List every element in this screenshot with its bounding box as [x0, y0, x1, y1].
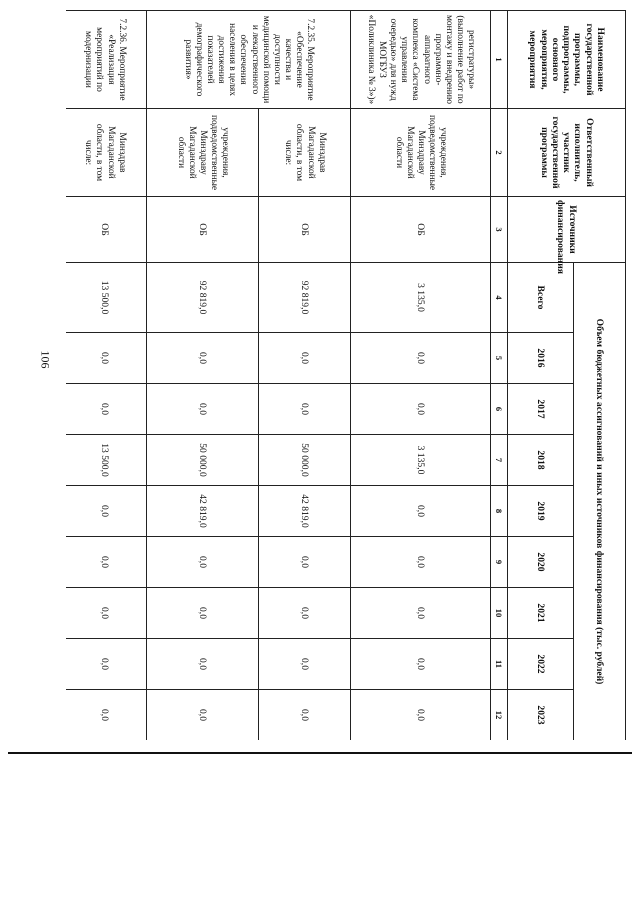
- row-name-cell: 7.2.36. Мероприятие «Реализация мероприятий по модернизации: [66, 11, 147, 109]
- header-budget-group: Объем бюджетных ассигнований и иных источников финансирования (тыс. рублей): [574, 263, 626, 741]
- column-number: 7: [491, 435, 508, 486]
- row-value-cell: 42 819,0: [147, 486, 259, 537]
- row-source-cell: ОБ: [147, 197, 259, 263]
- header-year: 2018: [508, 435, 574, 486]
- column-number: 9: [491, 537, 508, 588]
- row-value-cell: 0,0: [147, 588, 259, 639]
- row-total-cell: 13 500,0: [66, 263, 147, 333]
- header-year: 2022: [508, 639, 574, 690]
- row-value-cell: 13 500,0: [66, 435, 147, 486]
- column-number-row: [491, 11, 508, 741]
- table-row: [259, 11, 351, 741]
- column-number: 5: [491, 333, 508, 384]
- budget-table-frame: [66, 10, 626, 740]
- row-value-cell: 0,0: [66, 639, 147, 690]
- header-row-1: [574, 11, 626, 741]
- row-value-cell: 0,0: [66, 537, 147, 588]
- rotated-table-container: [66, 10, 626, 740]
- row-value-cell: 0,0: [147, 537, 259, 588]
- row-executor-cell: Минздрав Магаданской области, в том числе:: [259, 109, 351, 197]
- row-source-cell: ОБ: [66, 197, 147, 263]
- header-executor: Ответственный исполнитель, участник государственной программы: [508, 109, 626, 197]
- row-executor-cell: Минздрав Магаданской области, в том числе:: [66, 109, 147, 197]
- row-executor-cell: учреждения, подведомственные Минздраву Магаданской области: [147, 109, 259, 197]
- row-value-cell: 0,0: [147, 333, 259, 384]
- row-total-cell: 92 819,0: [147, 263, 259, 333]
- row-value-cell: 0,0: [147, 690, 259, 741]
- column-number: 2: [491, 109, 508, 197]
- column-number: 11: [491, 639, 508, 690]
- row-value-cell: 0,0: [66, 384, 147, 435]
- row-value-cell: 3 135,0: [351, 435, 491, 486]
- header-year: 2019: [508, 486, 574, 537]
- page-number: 106: [38, 350, 53, 369]
- column-number: 8: [491, 486, 508, 537]
- row-total-cell: 3 135,0: [351, 263, 491, 333]
- header-year: 2020: [508, 537, 574, 588]
- row-value-cell: 0,0: [147, 384, 259, 435]
- row-value-cell: 0,0: [259, 690, 351, 741]
- table-row: [66, 11, 147, 741]
- header-source: Источники финансирования: [508, 197, 626, 263]
- row-value-cell: 0,0: [351, 639, 491, 690]
- row-value-cell: 0,0: [351, 486, 491, 537]
- column-number: 3: [491, 197, 508, 263]
- row-value-cell: 0,0: [259, 333, 351, 384]
- row-value-cell: 0,0: [351, 537, 491, 588]
- header-total: Всего: [508, 263, 574, 333]
- row-value-cell: 0,0: [147, 639, 259, 690]
- row-source-cell: ОБ: [351, 197, 491, 263]
- header-year: 2017: [508, 384, 574, 435]
- row-value-cell: 0,0: [259, 537, 351, 588]
- row-value-cell: 0,0: [351, 333, 491, 384]
- row-value-cell: 0,0: [351, 588, 491, 639]
- row-value-cell: 42 819,0: [259, 486, 351, 537]
- row-value-cell: 0,0: [259, 588, 351, 639]
- row-value-cell: 50 000,0: [259, 435, 351, 486]
- header-year: 2021: [508, 588, 574, 639]
- header-year: 2016: [508, 333, 574, 384]
- row-source-cell: ОБ: [259, 197, 351, 263]
- column-number: 4: [491, 263, 508, 333]
- row-name-cell: 7.2.35. Мероприятие «Обеспечение качества и доступности медицинской помощи и лекарственного обеспечения населения в целях достижения показателей демографического развития»: [147, 11, 351, 109]
- row-value-cell: 0,0: [351, 384, 491, 435]
- column-number: 10: [491, 588, 508, 639]
- row-value-cell: 0,0: [351, 690, 491, 741]
- row-value-cell: 0,0: [66, 486, 147, 537]
- row-value-cell: 50 000,0: [147, 435, 259, 486]
- row-value-cell: 0,0: [259, 639, 351, 690]
- row-name-cell: регистратуры» (выполнение работ по монтажу и внедрению программно-аппаратного комплекса «Система управления очередью» для нужд МОГБУЗ «Поликлиника № 3»)»: [351, 11, 491, 109]
- table-row: [351, 11, 491, 741]
- column-number: 12: [491, 690, 508, 741]
- header-year: 2023: [508, 690, 574, 741]
- row-executor-cell: учреждения, подведомственные Минздраву Магаданской области: [351, 109, 491, 197]
- column-number: 1: [491, 11, 508, 109]
- budget-table: [66, 10, 626, 740]
- table-row: [147, 11, 259, 741]
- separator-line: [8, 752, 632, 754]
- row-value-cell: 0,0: [66, 333, 147, 384]
- row-total-cell: 92 819,0: [259, 263, 351, 333]
- row-value-cell: 0,0: [66, 588, 147, 639]
- header-name: Наименование государственной программы, подпрограммы, основного мероприятия, мероприятия: [508, 11, 626, 109]
- column-number: 6: [491, 384, 508, 435]
- row-value-cell: 0,0: [259, 384, 351, 435]
- row-value-cell: 0,0: [66, 690, 147, 741]
